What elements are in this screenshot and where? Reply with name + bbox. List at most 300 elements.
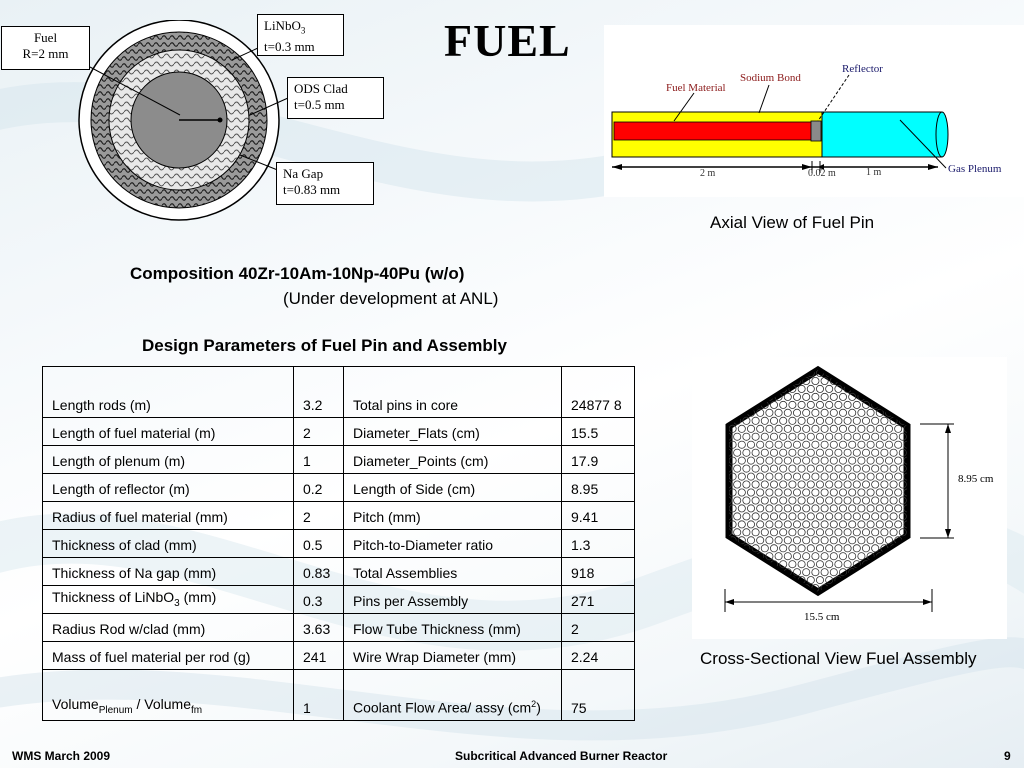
- fuel-pin: [936, 385, 943, 392]
- fuel-pin: [918, 449, 925, 456]
- fuel-pin: [784, 585, 791, 592]
- callout-ods-clad: [287, 77, 384, 119]
- param-name: Length of fuel material (m): [43, 418, 294, 446]
- footer-title: Subcritical Advanced Burner Reactor: [455, 749, 668, 763]
- fuel-pin: [761, 593, 768, 600]
- design-parameters-table: [42, 366, 635, 721]
- fuel-pin: [918, 545, 925, 552]
- fuel-pin: [931, 489, 938, 496]
- fuel-pin: [945, 417, 952, 424]
- table-row: [43, 614, 635, 642]
- fuel-pin: [881, 577, 888, 584]
- assembly-caption: Cross-Sectional View Fuel Assembly: [700, 649, 977, 668]
- fuel-pin: [954, 577, 961, 584]
- footer-date: WMS March 2009: [12, 749, 111, 763]
- fuel-pin: [908, 385, 915, 392]
- fuel-pin: [922, 377, 929, 384]
- param-name: Volume$_{Plenum}$ / Volume$_{fm}$: [43, 670, 294, 721]
- axial-view-panel: [604, 25, 1024, 197]
- fuel-pin: [858, 377, 865, 384]
- label-reflector: Reflector: [842, 63, 883, 75]
- fuel-pin: [761, 577, 768, 584]
- assembly-param-name: Pins per Assembly: [344, 586, 562, 614]
- fuel-pin: [913, 425, 920, 432]
- fuel-pin: [881, 369, 888, 376]
- param-name: Thickness of LiNbO$_3$ (mm): [43, 586, 294, 614]
- fuel-pin: [922, 521, 929, 528]
- fuel-pin: [918, 417, 925, 424]
- fuel-pin: [959, 585, 966, 592]
- fuel-pin: [959, 537, 966, 544]
- fuel-pin: [904, 409, 911, 416]
- fuel-pin: [959, 521, 966, 528]
- fuel-pin: [954, 545, 961, 552]
- fuel-pin: [839, 585, 846, 592]
- fuel-pin: [927, 369, 934, 376]
- fuel-pin: [729, 585, 736, 592]
- fuel-pin: [881, 593, 888, 600]
- fuel-pin: [922, 489, 929, 496]
- fuel-pin: [780, 369, 787, 376]
- fuel-pin: [913, 409, 920, 416]
- fuel-pin: [954, 433, 961, 440]
- fuel-pin: [752, 385, 759, 392]
- fuel-pin: [757, 569, 764, 576]
- fuel-pin: [959, 409, 966, 416]
- fuel-pin: [918, 369, 925, 376]
- fuel-pin: [913, 377, 920, 384]
- fuel-pin: [927, 545, 934, 552]
- fuel-pin: [752, 577, 759, 584]
- fuel-pin: [885, 569, 892, 576]
- fuel-pin: [904, 569, 911, 576]
- fuel-pin: [922, 473, 929, 480]
- fuel-pin: [743, 593, 750, 600]
- fuel-pin: [941, 409, 948, 416]
- dim-flats-label: 15.5 cm: [804, 611, 840, 623]
- fuel-pin: [931, 473, 938, 480]
- assembly-param-name: Diameter_Flats (cm): [344, 418, 562, 446]
- fuel-pin: [862, 593, 869, 600]
- fuel-pin: [724, 369, 731, 376]
- fuel-pin: [922, 569, 929, 576]
- fuel-pin: [761, 369, 768, 376]
- fuel-pin: [936, 417, 943, 424]
- fuel-pin: [890, 561, 897, 568]
- fuel-pin: [734, 385, 741, 392]
- assembly-param-value: 17.9: [562, 446, 635, 474]
- fuel-pin: [918, 465, 925, 472]
- assembly-param-value: 918: [562, 558, 635, 586]
- fuel-pin: [895, 377, 902, 384]
- fuel-pin: [904, 600, 911, 607]
- fuel-pin: [895, 553, 902, 560]
- fuel-pin: [738, 569, 745, 576]
- fuel-pin: [885, 600, 892, 607]
- callout-linbo3: [257, 14, 344, 56]
- fuel-pin: [959, 441, 966, 448]
- fuel-pin: [770, 385, 777, 392]
- fuel-pin: [954, 593, 961, 600]
- fuel-pin: [895, 393, 902, 400]
- fuel-pin: [807, 593, 814, 600]
- param-value: 241: [294, 642, 344, 670]
- fuel-pin: [954, 417, 961, 424]
- fuel-pin: [931, 569, 938, 576]
- fuel-pin: [775, 600, 782, 607]
- param-name: Radius of fuel material (mm): [43, 502, 294, 530]
- fuel-pin: [890, 385, 897, 392]
- fuel-pin: [931, 393, 938, 400]
- fuel-pin: [729, 393, 736, 400]
- fuel-pin: [734, 369, 741, 376]
- fuel-pin: [931, 425, 938, 432]
- fuel-pin: [954, 465, 961, 472]
- label-dim-2m: 2 m: [700, 168, 716, 179]
- param-name: Length rods (m): [43, 367, 294, 418]
- fuel-pin: [922, 505, 929, 512]
- param-value: 0.83: [294, 558, 344, 586]
- fuel-pin: [844, 593, 851, 600]
- fuel-pin: [945, 513, 952, 520]
- fuel-pin: [738, 377, 745, 384]
- fuel-pin: [724, 401, 731, 408]
- fuel-pin: [849, 377, 856, 384]
- fuel-pin: [927, 417, 934, 424]
- fuel-pin: [941, 393, 948, 400]
- fuel-pin: [918, 401, 925, 408]
- fuel-pin: [738, 393, 745, 400]
- fuel-pin: [931, 441, 938, 448]
- label-sodium-bond: Sodium Bond: [740, 72, 801, 84]
- fuel-pin: [899, 593, 906, 600]
- fuel-pin: [853, 593, 860, 600]
- fuel-pin: [954, 513, 961, 520]
- fuel-pin: [784, 600, 791, 607]
- fuel-pin: [959, 553, 966, 560]
- fuel-pin: [885, 553, 892, 560]
- fuel-pin: [936, 401, 943, 408]
- fuel-pin: [913, 600, 920, 607]
- fuel-pin: [752, 561, 759, 568]
- fuel-pin: [835, 593, 842, 600]
- fuel-pin: [941, 585, 948, 592]
- fuel-pin: [931, 457, 938, 464]
- fuel-pin: [950, 585, 957, 592]
- fuel-pin: [936, 369, 943, 376]
- fuel-pin: [747, 393, 754, 400]
- fuel-pin: [922, 553, 929, 560]
- fuel-pin: [945, 433, 952, 440]
- assembly-param-value: 15.5: [562, 418, 635, 446]
- param-name: Radius Rod w/clad (mm): [43, 614, 294, 642]
- table-row: [43, 642, 635, 670]
- fuel-pin: [904, 377, 911, 384]
- fuel-pin: [724, 577, 731, 584]
- fuel-pin: [950, 409, 957, 416]
- fuel-pin: [954, 529, 961, 536]
- fuel-pin: [747, 377, 754, 384]
- fuel-pin: [945, 561, 952, 568]
- fuel-pin: [876, 569, 883, 576]
- fuel-pin: [908, 417, 915, 424]
- fuel-pin: [793, 585, 800, 592]
- fuel-pin: [899, 561, 906, 568]
- param-value: 0.5: [294, 530, 344, 558]
- param-value: 0.3: [294, 586, 344, 614]
- table-row: [43, 670, 635, 721]
- fuel-pin: [899, 369, 906, 376]
- fuel-pin: [729, 377, 736, 384]
- fuel-pin: [927, 561, 934, 568]
- callout-linbo3-thickness: t=0.3 mm: [264, 38, 315, 54]
- fuel-pin: [904, 553, 911, 560]
- fuel-pin: [734, 593, 741, 600]
- fuel-pin: [945, 449, 952, 456]
- fuel-pin: [734, 561, 741, 568]
- fuel-pin: [872, 369, 879, 376]
- fuel-pin: [927, 497, 934, 504]
- label-dim-1m: 1 m: [866, 167, 882, 178]
- fuel-pin: [927, 401, 934, 408]
- fuel-pin: [959, 505, 966, 512]
- fuel-pin: [945, 593, 952, 600]
- fuel-pin: [872, 577, 879, 584]
- fuel-pin: [945, 385, 952, 392]
- fuel-pin: [734, 401, 741, 408]
- fuel-pin: [747, 569, 754, 576]
- fuel-pin: [959, 600, 966, 607]
- callout-nagap-thickness: t=0.83 mm: [283, 182, 341, 197]
- label-fuel-material: Fuel Material: [666, 82, 726, 94]
- fuel-pin: [931, 409, 938, 416]
- fuel-pin: [803, 600, 810, 607]
- fuel-pin: [936, 513, 943, 520]
- fuel-pin: [780, 577, 787, 584]
- fuel-pin: [950, 489, 957, 496]
- fuel-pin: [766, 377, 773, 384]
- fuel-pin: [895, 585, 902, 592]
- param-name: Length of reflector (m): [43, 474, 294, 502]
- fuel-pin: [922, 425, 929, 432]
- fuel-pin: [936, 545, 943, 552]
- fuel-pin: [941, 441, 948, 448]
- fuel-pin: [913, 473, 920, 480]
- fuel-pin: [913, 457, 920, 464]
- table-row: [43, 474, 635, 502]
- fuel-pin: [931, 521, 938, 528]
- fuel-pin: [936, 529, 943, 536]
- fuel-pin: [959, 569, 966, 576]
- fuel-pin: [752, 593, 759, 600]
- fuel-pin: [798, 593, 805, 600]
- fuel-pin: [899, 545, 906, 552]
- fuel-pin: [931, 553, 938, 560]
- fuel-pin: [775, 585, 782, 592]
- fuel-pin: [821, 600, 828, 607]
- table-row: [43, 558, 635, 586]
- fuel-pin: [954, 497, 961, 504]
- fuel-pin: [844, 369, 851, 376]
- fuel-pin: [927, 577, 934, 584]
- fuel-pin: [936, 497, 943, 504]
- fuel-pin: [936, 593, 943, 600]
- fuel-pin: [950, 393, 957, 400]
- fuel-pin: [918, 385, 925, 392]
- fuel-pin: [945, 401, 952, 408]
- fuel-pin: [918, 577, 925, 584]
- fuel-pin: [950, 425, 957, 432]
- footer-page-number: 9: [1004, 749, 1011, 763]
- fuel-pin: [738, 600, 745, 607]
- fuel-pin: [724, 561, 731, 568]
- fuel-pin: [941, 553, 948, 560]
- fuel-pin: [839, 600, 846, 607]
- fuel-pin: [959, 489, 966, 496]
- param-value: 0.2: [294, 474, 344, 502]
- fuel-pin: [936, 449, 943, 456]
- assembly-param-value: 1.3: [562, 530, 635, 558]
- fuel-pin: [757, 600, 764, 607]
- fuel-pin: [853, 369, 860, 376]
- fuel-pin: [931, 377, 938, 384]
- fuel-pin: [876, 585, 883, 592]
- fuel-pin: [908, 545, 915, 552]
- fuel-pin: [908, 577, 915, 584]
- param-value: 2: [294, 502, 344, 530]
- assembly-param-value: 24877 8: [562, 367, 635, 418]
- fuel-pin: [936, 577, 943, 584]
- fuel-pin: [895, 600, 902, 607]
- callout-nagap-name: Na Gap: [283, 166, 324, 181]
- fuel-pin: [899, 385, 906, 392]
- param-value: 1: [294, 670, 344, 721]
- fuel-pin: [936, 465, 943, 472]
- fuel-pin: [830, 600, 837, 607]
- fuel-pin: [743, 561, 750, 568]
- param-value: 3.2: [294, 367, 344, 418]
- fuel-pin: [724, 385, 731, 392]
- fuel-pin: [950, 441, 957, 448]
- fuel-pin: [858, 600, 865, 607]
- assembly-param-name: Pitch-to-Diameter ratio: [344, 530, 562, 558]
- fuel-pin: [913, 537, 920, 544]
- fuel-pin: [872, 593, 879, 600]
- fuel-pin: [913, 489, 920, 496]
- fuel-pin: [936, 481, 943, 488]
- fuel-pin: [770, 369, 777, 376]
- fuel-pin: [950, 521, 957, 528]
- fuel-pin: [950, 569, 957, 576]
- fuel-pin: [931, 505, 938, 512]
- fuel-pin: [747, 585, 754, 592]
- fuel-pin: [729, 569, 736, 576]
- table-row: [43, 446, 635, 474]
- fuel-pin: [890, 401, 897, 408]
- fuel-pin: [954, 401, 961, 408]
- fuel-pin: [918, 497, 925, 504]
- fuel-pin: [941, 473, 948, 480]
- assembly-param-name: Flow Tube Thickness (mm): [344, 614, 562, 642]
- fuel-pin: [890, 369, 897, 376]
- fuel-pin: [927, 481, 934, 488]
- fuel-pin: [895, 569, 902, 576]
- assembly-cross-section: [692, 357, 1007, 639]
- fuel-pin: [941, 521, 948, 528]
- fuel-pin: [927, 385, 934, 392]
- fuel-pin: [950, 600, 957, 607]
- fuel-pin: [789, 593, 796, 600]
- fuel-pin: [862, 369, 869, 376]
- fuel-pin: [941, 505, 948, 512]
- param-value: 3.63: [294, 614, 344, 642]
- fuel-pin: [724, 545, 731, 552]
- fuel-pin: [890, 577, 897, 584]
- table-row: [43, 502, 635, 530]
- fuel-pin: [757, 393, 764, 400]
- fuel-pin: [941, 489, 948, 496]
- fuel-pin: [913, 393, 920, 400]
- callout-na-gap: [276, 162, 374, 205]
- fuel-pin: [849, 600, 856, 607]
- fuel-pin: [881, 561, 888, 568]
- fuel-pin: [876, 600, 883, 607]
- fuel-pin: [922, 585, 929, 592]
- callout-fuel: [1, 26, 90, 70]
- assembly-param-value: 2.24: [562, 642, 635, 670]
- fuel-pin: [959, 457, 966, 464]
- fuel-pin: [922, 409, 929, 416]
- assembly-param-value: 8.95: [562, 474, 635, 502]
- fuel-pin: [913, 585, 920, 592]
- fuel-pin: [945, 497, 952, 504]
- fuel-pin: [904, 585, 911, 592]
- fuel-pin: [757, 585, 764, 592]
- fuel-pin: [904, 393, 911, 400]
- callout-fuel-radius: R=2 mm: [22, 46, 69, 61]
- assembly-param-name: Total pins in core: [344, 367, 562, 418]
- fuel-pin: [941, 569, 948, 576]
- composition-note: (Under development at ANL): [283, 289, 499, 308]
- fuel-pin: [927, 529, 934, 536]
- fuel-pin: [950, 553, 957, 560]
- label-gas-plenum: Gas Plenum: [948, 163, 1002, 175]
- callout-linbo3-name: LiNbO$_3$: [264, 18, 306, 36]
- fuel-pin: [826, 593, 833, 600]
- fuel-pin: [908, 401, 915, 408]
- fuel-pin: [927, 433, 934, 440]
- fuel-pin: [876, 377, 883, 384]
- table-row: [43, 586, 635, 614]
- fuel-pin: [862, 385, 869, 392]
- fuel-pin: [752, 369, 759, 376]
- fuel-pin: [918, 513, 925, 520]
- fuel-pin: [885, 377, 892, 384]
- fuel-pin: [738, 553, 745, 560]
- fuel-pin: [927, 465, 934, 472]
- label-dim-002m: 0.02 m: [808, 168, 836, 179]
- fuel-pin: [918, 561, 925, 568]
- fuel-pin: [766, 569, 773, 576]
- table-heading: Design Parameters of Fuel Pin and Assembly: [142, 336, 507, 355]
- fuel-pin: [885, 585, 892, 592]
- fuel-pin: [789, 369, 796, 376]
- fuel-pin: [858, 585, 865, 592]
- fuel-pin: [945, 577, 952, 584]
- fuel-pin: [867, 377, 874, 384]
- fuel-pin: [835, 369, 842, 376]
- fuel-pin: [908, 369, 915, 376]
